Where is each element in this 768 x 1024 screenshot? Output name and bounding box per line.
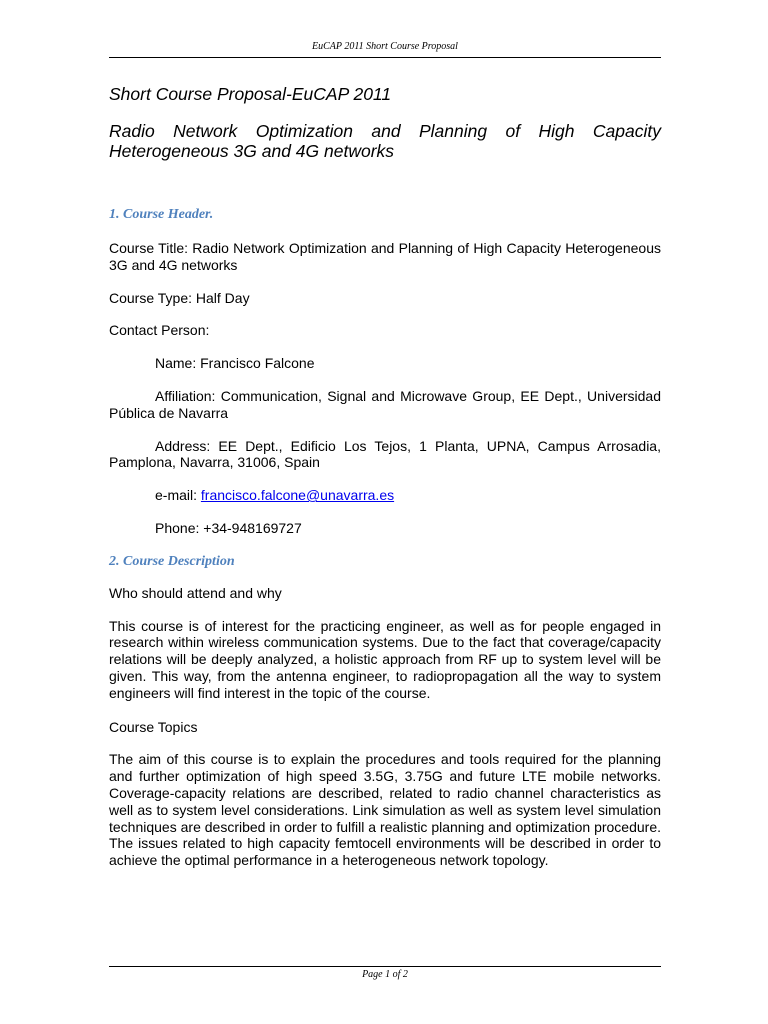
course-type-field: Course Type: Half Day (109, 289, 250, 306)
address-field: Address: EE Dept., Edificio Los Tejos, 1 Planta, UPNA, Campus Arrosadia, Pamplona, Navarra, 31006, Spain (109, 437, 661, 471)
phone-field: Phone: +34-948169727 (155, 519, 302, 536)
footer-rule (109, 966, 661, 967)
section-heading-course-description: 2. Course Description (109, 553, 235, 569)
document-subtitle: Radio Network Optimization and Planning of High Capacity Heterogeneous 3G and 4G networks (109, 121, 661, 161)
affiliation-field: Affiliation: Communication, Signal and Microwave Group, EE Dept., Universidad Pública de Navarra (109, 387, 661, 421)
page-number: Page 1 of 2 (362, 969, 408, 980)
email-label: e-mail: (155, 487, 201, 504)
email-link[interactable]: francisco.falcone@unavarra.es (200, 487, 395, 504)
course-title-field: Course Title: Radio Network Optimization and Planning of High Capacity Heterogeneous 3G and 4G networks (109, 240, 661, 273)
document-title: Short Course Proposal-EuCAP 2011 (109, 84, 392, 104)
course-topics-heading: Course Topics (109, 718, 198, 735)
who-should-attend-heading: Who should attend and why (109, 584, 282, 601)
email-field (109, 487, 661, 504)
page-content (109, 84, 661, 869)
section-heading-course-header: 1. Course Header. (109, 207, 214, 222)
header-rule (109, 57, 661, 58)
contact-person-label: Contact Person: (109, 322, 210, 339)
running-header: EuCAP 2011 Short Course Proposal (312, 41, 458, 52)
who-should-attend-text: This course is of interest for the practicing engineer, as well as for people engaged in research within wireless communication systems. Due to the fact that coverage/capacity relations will be deeply analyzed, a holistic approach from RF up to system level will be given. This way, from the antenna engineer, to radiopropagation all the way to system engineers will find interest in the topic of the course. (109, 617, 661, 701)
contact-name-field: Name: Francisco Falcone (155, 355, 315, 372)
course-topics-text: The aim of this course is to explain the procedures and tools required for the planning and further optimization of high speed 3.5G, 3.75G and future LTE mobile networks. Coverage-capacity relations are described, related to radio channel characteristics as well as to system level considerations. Link simulation as well as system level simulation techniques are described in order to fulfill a realistic planning and optimization procedure. The issues related to high capacity femtocell environments will be described in order to achieve the optimal performance in a heterogeneous network topology. (109, 751, 661, 869)
